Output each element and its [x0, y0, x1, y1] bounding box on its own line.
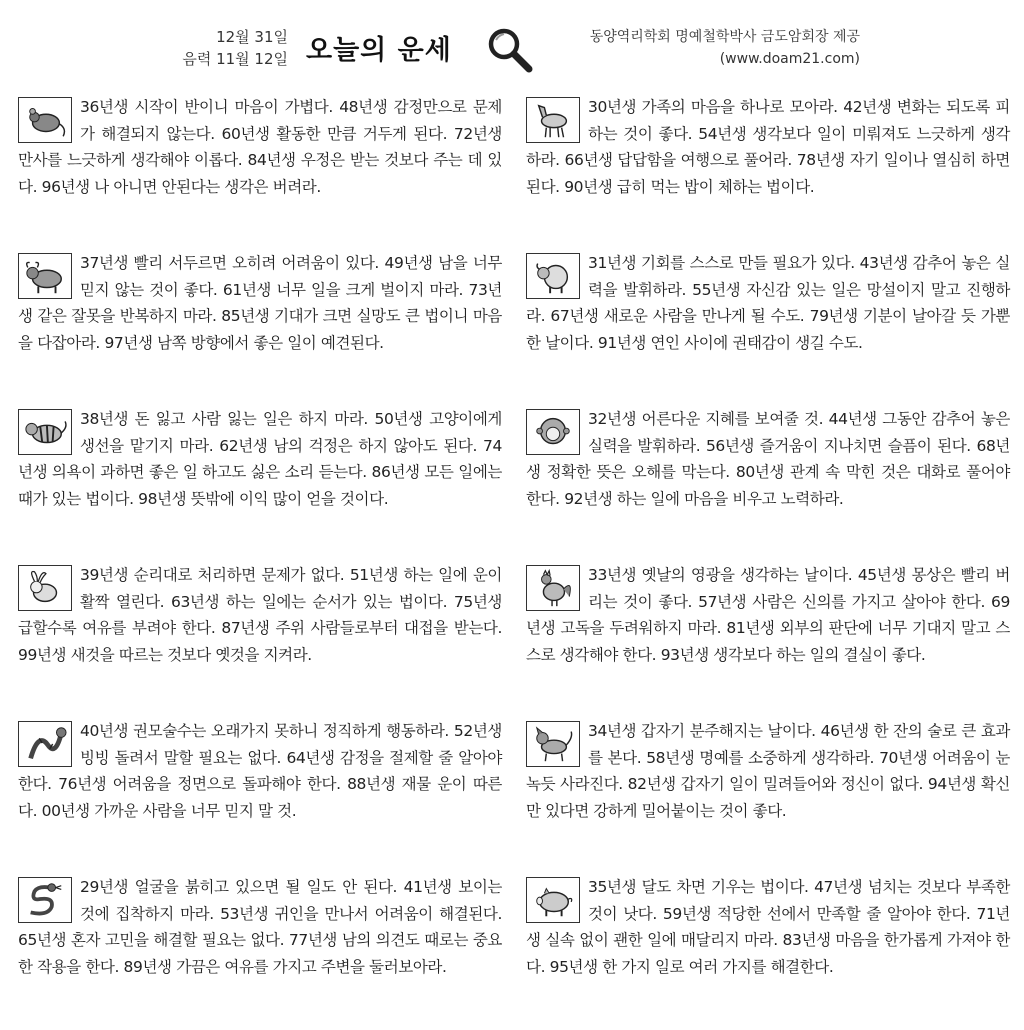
horse-icon	[526, 97, 580, 143]
fortune-text: 40년생 권모술수는 오래가지 못하니 정직하게 행동하라. 52년생 빙빙 돌려서 말할 필요는 없다. 64년생 감정을 절제할 줄 알아야 한다. 76년생 어려움을 정면으로 돌파해야 한다. 88년생 재물 운이 따른다. 00년생 가까운 사람을 너무 믿지 말 것.	[18, 722, 502, 820]
fortune-text: 35년생 달도 차면 기우는 법이다. 47년생 넘치는 것보다 부족한 것이 낫다. 59년생 적당한 선에서 만족할 줄 알아야 한다. 71년생 실속 없이 괜한 일에 매달리지 마라. 83년생 마음을 한가롭게 가져야 한다. 95년생 한 가지 일로 여러 가지를 해결한다.	[526, 878, 1010, 976]
fortune-entry-snake	[18, 874, 502, 1030]
solar-date: 12월 31일	[216, 28, 288, 46]
fortune-text: 39년생 순리대로 처리하면 문제가 없다. 51년생 하는 일에 운이 활짝 열린다. 63년생 하는 일에는 순서가 있는 법이다. 75년생 급할수록 여유를 부려야 한다. 87년생 주위 사람들로부터 대접을 받는다. 99년생 새것을 따르는 것보다 옛것을 지켜라.	[18, 566, 502, 664]
fortune-entry-rooster	[526, 562, 1010, 718]
website-link: (www.doam21.com)	[719, 51, 860, 67]
fortune-entry-sheep	[526, 250, 1010, 406]
right-column	[526, 94, 1010, 1030]
fortune-text: 37년생 빨리 서두르면 오히려 어려움이 있다. 49년생 남을 너무 믿지 않는 것이 좋다. 61년생 너무 일을 크게 벌이지 마라. 73년생 같은 잘못을 반복하지 마라. 85년생 기대가 크면 실망도 큰 법이니 마음을 다잡아라. 97년생 남쪽 방향에서 좋은 일이 예견된다.	[18, 254, 502, 352]
monkey-icon	[526, 409, 580, 455]
tiger-icon	[18, 409, 72, 455]
credit	[550, 26, 860, 70]
fortune-text: 32년생 어른다운 지혜를 보여줄 것. 44년생 그동안 감추어 놓은 실력을 발휘하라. 56년생 즐거움이 지나치면 슬픔이 된다. 68년생 정확한 뜻은 오해를 막는다. 80년생 관계 속 막힌 것은 대화로 풀어야 한다. 92년생 하는 일에 마음을 비우고 노력하라.	[526, 410, 1010, 508]
ox-icon	[18, 253, 72, 299]
dog-icon	[526, 721, 580, 767]
fortune-text: 34년생 갑자기 분주해지는 날이다. 46년생 한 잔의 술로 큰 효과를 본다. 58년생 명예를 소중하게 생각하라. 70년생 어려움이 눈 녹듯 사라진다. 82년생 갑자기 일이 밀려들어와 정신이 없다. 94년생 확신만 있다면 강하게 밀어붙이는 것이 좋다.	[526, 722, 1010, 820]
rat-icon	[18, 97, 72, 143]
fortune-entry-dog	[526, 718, 1010, 874]
left-column	[18, 94, 502, 1030]
fortune-entry-ox	[18, 250, 502, 406]
fortune-entry-horse	[526, 94, 1010, 250]
fortune-text: 29년생 얼굴을 붉히고 있으면 될 일도 안 된다. 41년생 보이는 것에 집착하지 마라. 53년생 귀인을 만나서 어려움이 해결된다. 65년생 혼자 고민을 해결할 필요는 없다. 77년생 남의 의견도 때로는 중요한 작용을 한다. 89년생 가끔은 여유를 가지고 주변을 둘러보아라.	[18, 878, 502, 976]
page-title: 오늘의 운세	[306, 35, 452, 66]
header	[0, 0, 1024, 84]
fortune-text: 36년생 시작이 반이니 마음이 가볍다. 48년생 감정만으로 문제가 해결되지 않는다. 60년생 활동한 만큼 거두게 된다. 72년생 만사를 느긋하게 생각해야 이롭다. 84년생 우정은 받는 것보다 주는 데 있다. 96년생 나 아니면 안된다는 생각은 버려라.	[18, 98, 502, 196]
fortune-entry-rabbit	[18, 562, 502, 718]
sheep-icon	[526, 253, 580, 299]
pig-icon	[526, 877, 580, 923]
dragon-icon	[18, 721, 72, 767]
rabbit-icon	[18, 565, 72, 611]
fortune-text: 38년생 돈 잃고 사람 잃는 일은 하지 마라. 50년생 고양이에게 생선을 맡기지 마라. 62년생 남의 걱정은 하지 않아도 된다. 74년생 의욕이 과하면 좋은 일 하고도 싫은 소리 듣는다. 86년생 모든 일에는 때가 있는 법이다. 98년생 뜻밖에 이익 많이 얻을 것이다.	[18, 410, 502, 508]
fortune-entry-pig	[526, 874, 1010, 1030]
fortune-entry-monkey	[526, 406, 1010, 562]
fortune-text: 30년생 가족의 마음을 하나로 모아라. 42년생 변화는 되도록 피하는 것이 좋다. 54년생 생각보다 일이 미뤄져도 느긋하게 생각하라. 66년생 답답함을 여행으로 풀어라. 78년생 자기 일이나 열심히 하면 된다. 90년생 급히 먹는 밥이 체하는 법이다.	[526, 98, 1010, 196]
credit-line: 동양역리학회 명예철학박사 금도암회장 제공	[589, 29, 860, 45]
fortune-entry-rat	[18, 94, 502, 250]
fortune-entry-tiger	[18, 406, 502, 562]
snake-icon	[18, 877, 72, 923]
fortune-entry-dragon	[18, 718, 502, 874]
lunar-date: 음력 11월 12일	[182, 50, 288, 68]
rooster-icon	[526, 565, 580, 611]
date-box	[150, 26, 288, 70]
fortune-text: 33년생 옛날의 영광을 생각하는 날이다. 45년생 몽상은 빨리 버리는 것이 좋다. 57년생 사람은 신의를 가지고 살아야 한다. 69년생 고독을 두려워하지 마라. 81년생 외부의 판단에 너무 기대지 말고 스스로 생각해야 한다. 93년생 생각보다 하는 일의 결실이 좋다.	[526, 566, 1010, 664]
magnifier-icon	[484, 24, 536, 76]
fortune-text: 31년생 기회를 스스로 만들 필요가 있다. 43년생 감추어 놓은 실력을 발휘하라. 55년생 자신감 있는 일은 망설이지 말고 진행하라. 67년생 새로운 사람을 만나게 될 수도. 79년생 기분이 날아갈 듯 가뿐한 날이다. 91년생 연인 사이에 권태감이 생길 수도.	[526, 254, 1010, 352]
